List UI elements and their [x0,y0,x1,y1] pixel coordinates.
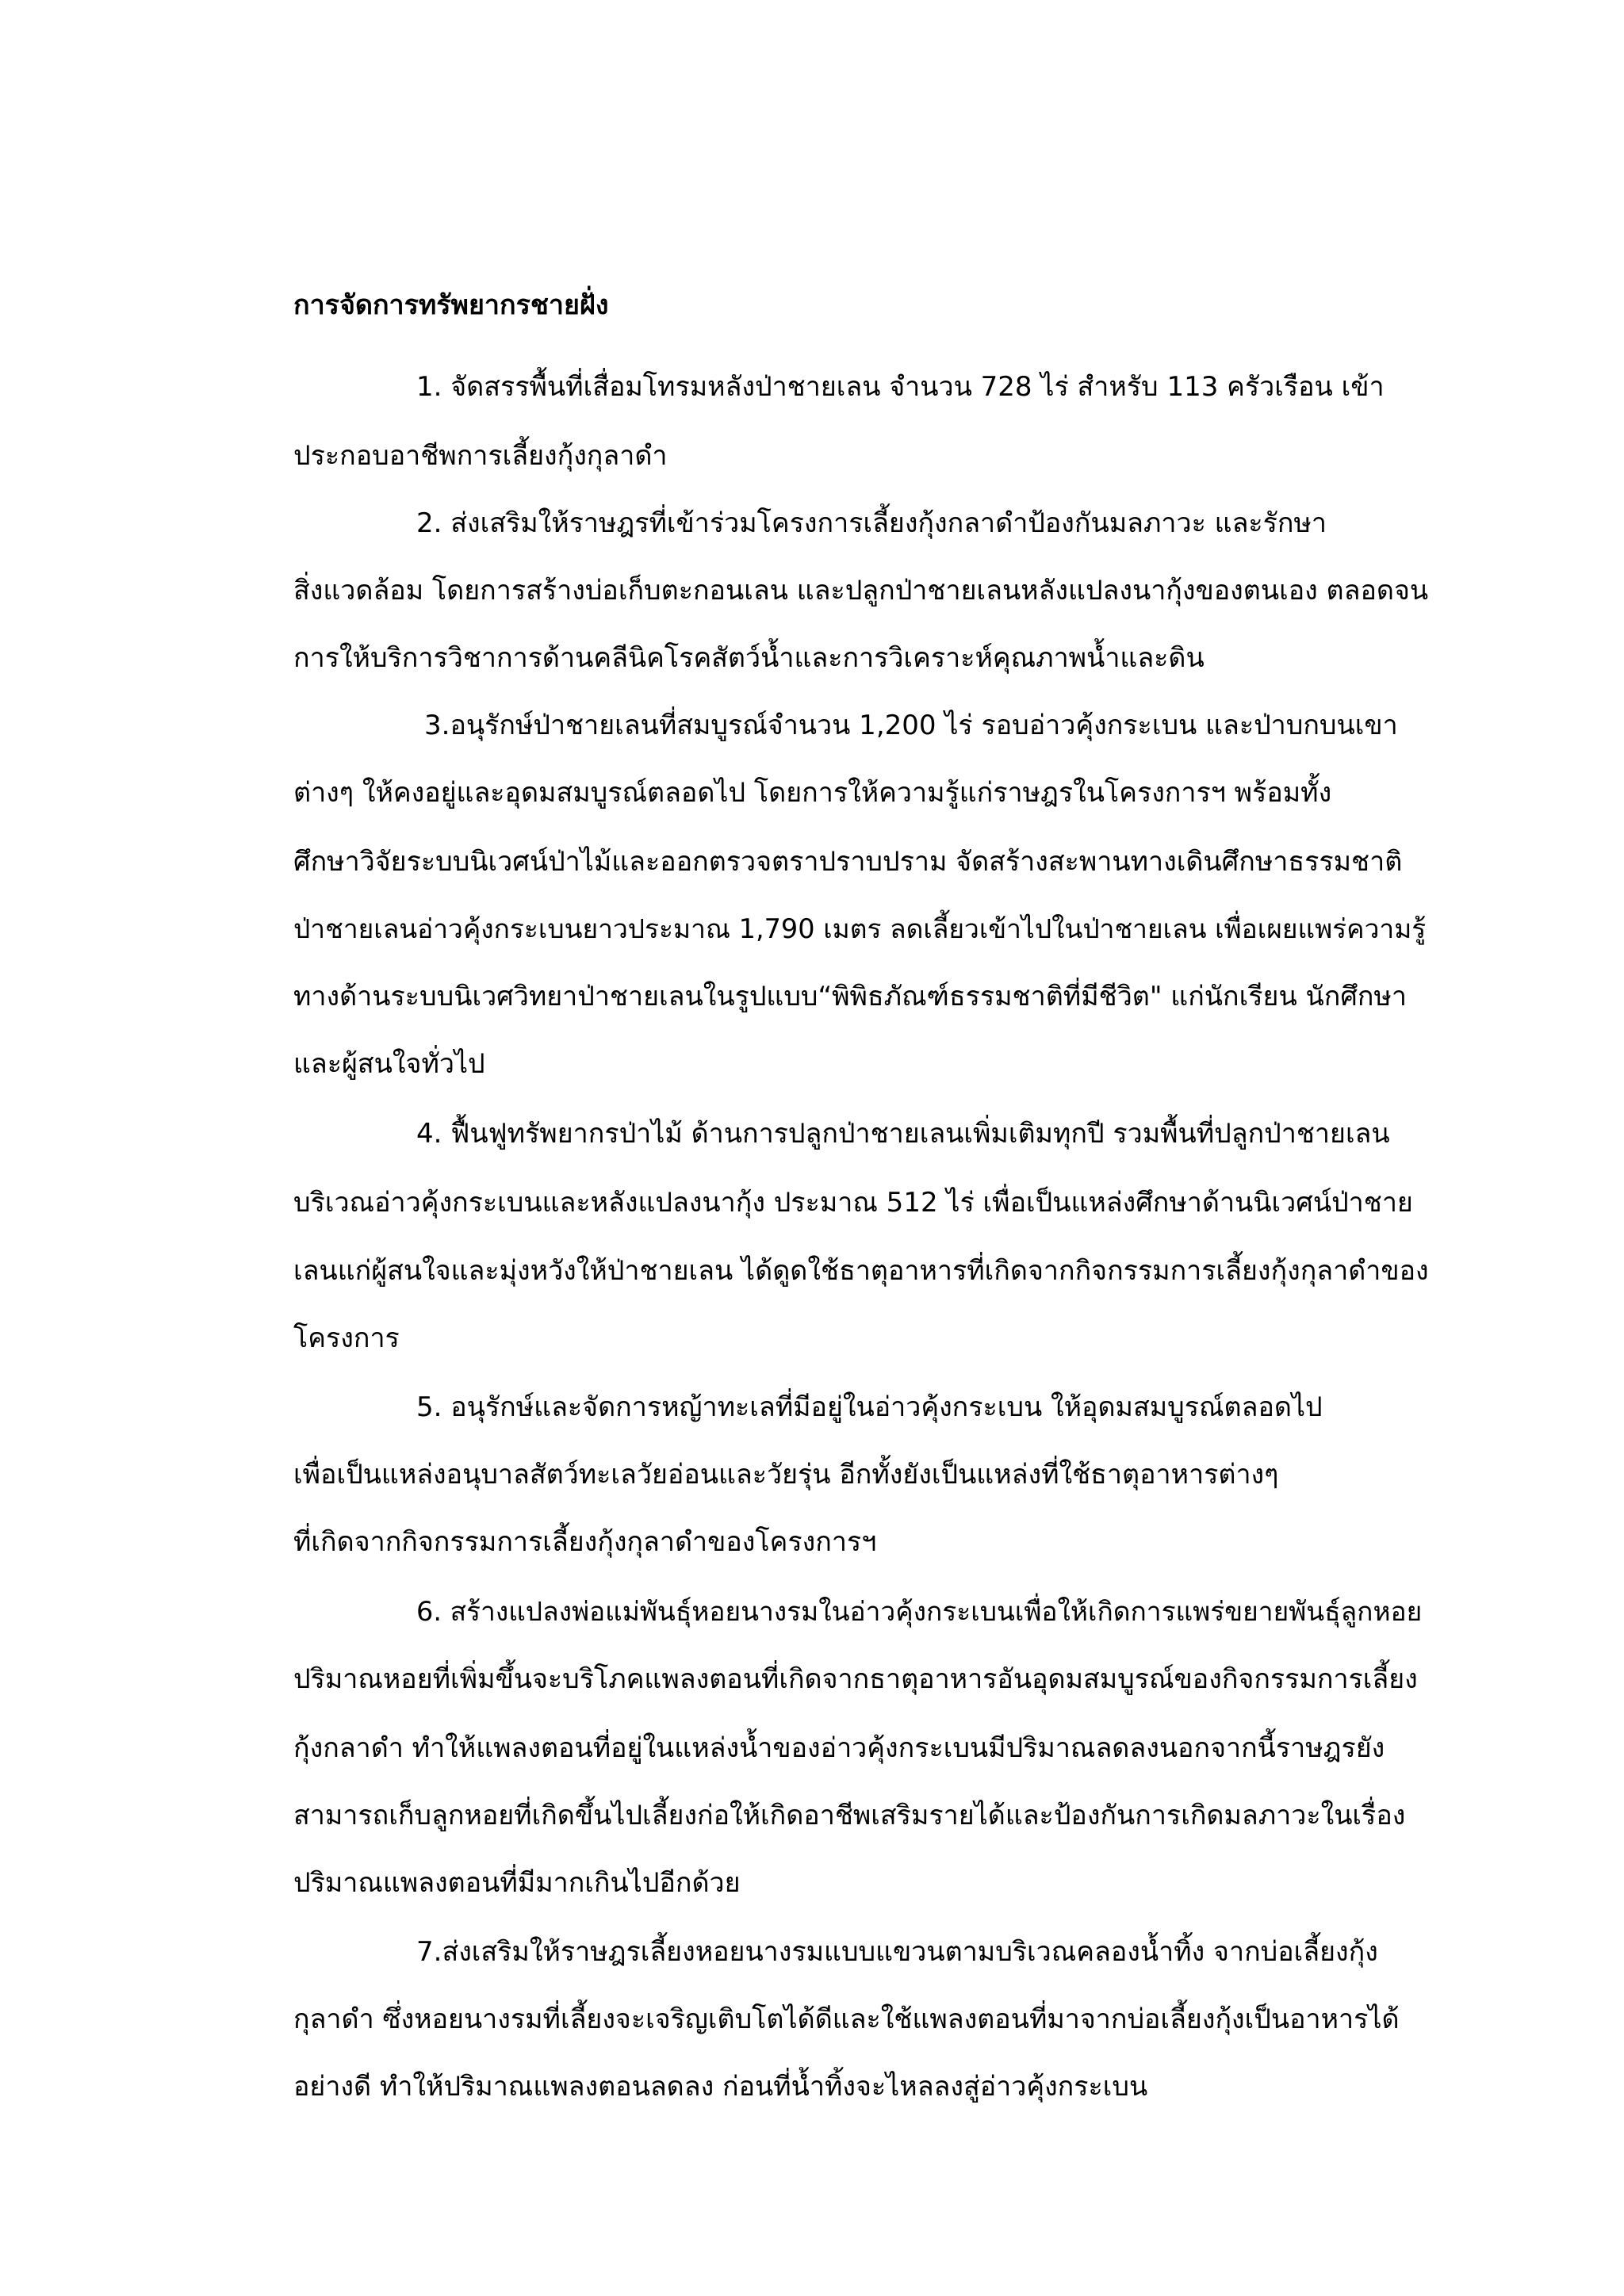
paragraph-line: กุลาดำ ซึ่งหอยนางรมที่เลี้ยงจะเจริญเติบโตได้ดีและใช้แพลงตอนที่มาจากบ่อเลี้ยงกุ้งเป็นอาหารได้ [293,2003,1400,2035]
paragraph-line: 6. สร้างแปลงพ่อแม่พันธุ์หอยนางรมในอ่าวคุ้งกระเบนเพื่อให้เกิดการแพร่ขยายพันธุ์ลูกหอย [416,1596,1423,1627]
paragraph-line: เลนแก่ผู้สนใจและมุ่งหวังให้ป่าชายเลน ได้ดูดใช้ธาตุอาหารที่เกิดจากกิจกรรมการเลี้ยงกุ้งกุลาดำของ [293,1255,1429,1287]
paragraph-line: ทางด้านระบบนิเวศวิทยาป่าชายเลนในรูปแบบ“พิพิธภัณฑ์ธรรมชาติที่มีชีวิต" แก่นักเรียน นักศึกษา [293,981,1407,1012]
paragraph-line: กุ้งกลาดำ ทำให้แพลงตอนที่อยู่ในแหล่งน้ำของอ่าวคุ้งกระเบนมีปริมาณลดลงนอกจากนี้ราษฎรยัง [293,1732,1385,1764]
paragraph-line: ปริมาณหอยที่เพิ่มขึ้นจะบริโภคแพลงตอนที่เกิดจากธาตุอาหารอันอุดมสมบูรณ์ของกิจกรรมการเลี้ยง [293,1663,1418,1695]
paragraph-line: โครงการ [293,1322,400,1354]
paragraph-line: สามารถเก็บลูกหอยที่เกิดขึ้นไปเลี้ยงก่อให้เกิดอาชีพเสริมรายได้และป้องกันการเกิดมลภาวะในเรื่อง [293,1800,1406,1831]
document-title: การจัดการทรัพยากรชายฝั่ง [293,289,609,321]
paragraph-line: บริเวณอ่าวคุ้งกระเบนและหลังแปลงนากุ้ง ประมาณ 512 ไร่ เพื่อเป็นแหล่งศึกษาด้านนิเวศน์ป่าชาย [293,1187,1413,1219]
paragraph-line: การให้บริการวิชาการด้านคลีนิคโรคสัตว์น้ำและการวิเคราะห์คุณภาพน้ำและดิน [293,642,1205,674]
paragraph-line: ศึกษาวิจัยระบบนิเวศน์ป่าไม้และออกตรวจตราปราบปราม จัดสร้างสะพานทางเดินศึกษาธรรมชาติ [293,846,1403,878]
paragraph-line: 2. ส่งเสริมให้ราษฎรที่เข้าร่วมโครงการเลี้ยงกุ้งกลาดำป้องกันมลภาวะ และรักษา [416,507,1327,539]
paragraph-line: ที่เกิดจากกิจกรรมการเลี้ยงกุ้งกุลาดำของโครงการฯ [293,1526,877,1558]
paragraph-line: และผู้สนใจทั่วไป [293,1048,485,1080]
paragraph-line: สิ่งแวดล้อม โดยการสร้างบ่อเก็บตะกอนเลน และปลูกป่าชายเลนหลังแปลงนากุ้งของตนเอง ตลอดจน [293,575,1429,607]
paragraph-line: อย่างดี ทำให้ปริมาณแพลงตอนลดลง ก่อนที่น้ำทิ้งจะไหลลงสู่อ่าวคุ้งกระเบน [293,2071,1148,2103]
paragraph-line: 4. ฟื้นฟูทรัพยากรป่าไม้ ด้านการปลูกป่าชายเลนเพิ่มเติมทุกปี รวมพื้นที่ปลูกป่าชายเลน [416,1118,1390,1150]
paragraph-line: 7.ส่งเสริมให้ราษฎรเลี้ยงหอยนางรมแบบแขวนตามบริเวณคลองน้ำทิ้ง จากบ่อเลี้ยงกุ้ง [416,1936,1378,1968]
paragraph-line: ประกอบอาชีพการเลี้ยงกุ้งกุลาดำ [293,440,668,472]
paragraph-line: 1. จัดสรรพื้นที่เสื่อมโทรมหลังป่าชายเลน จำนวน 728 ไร่ สำหรับ 113 ครัวเรือน เข้า [416,371,1385,403]
paragraph-line: 5. อนุรักษ์และจัดการหญ้าทะเลที่มีอยู่ในอ่าวคุ้งกระเบน ให้อุดมสมบูรณ์ตลอดไป [416,1391,1323,1423]
paragraph-line: ป่าชายเลนอ่าวคุ้งกระเบนยาวประมาณ 1,790 เมตร ลดเลี้ยวเข้าไปในป่าชายเลน เพื่อเผยแพร่ความรู้ [293,913,1427,944]
paragraph-line: ต่างๆ ให้คงอยู่และอุดมสมบูรณ์ตลอดไป โดยการให้ความรู้แก่ราษฎรในโครงการฯ พร้อมทั้ง [293,777,1332,809]
paragraph-line: เพื่อเป็นแหล่งอนุบาลสัตว์ทะเลวัยอ่อนและวัยรุ่น อีกทั้งยังเป็นแหล่งที่ใช้ธาตุอาหารต่างๆ [293,1459,1279,1490]
paragraph-line: 3.อนุรักษ์ป่าชายเลนที่สมบูรณ์จำนวน 1,200 ไร่ รอบอ่าวคุ้งกระเบน และป่าบกบนเขา [424,710,1398,741]
paragraph-line: ปริมาณแพลงตอนที่มีมากเกินไปอีกด้วย [293,1867,741,1899]
